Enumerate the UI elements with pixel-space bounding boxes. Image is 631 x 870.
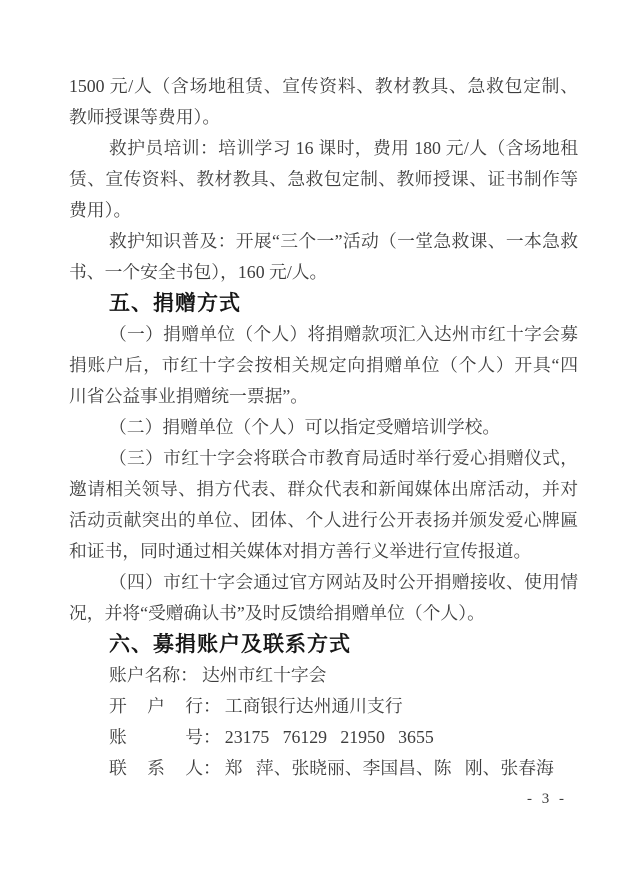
field-bank [69,691,578,722]
text-line: 捐账户后，市红十字会按相关规定向捐赠单位（个人）开具“四 [69,355,578,375]
document-text [69,71,578,784]
text-line: （二）捐赠单位（个人）可以指定受赠培训学校。 [109,417,501,437]
text-line: （四）市红十字会通过官方网站及时公开捐赠接收、使用情 [109,572,578,592]
field-label: 开户行 [109,696,203,716]
text-line: 赁、宣传资料、教材教具、急救包定制、教师授课、证书制作等 [69,169,578,189]
field-colon: ： [180,665,198,685]
text-line: 教师授课等费用）。 [69,107,221,127]
text-line: 况，并将“受赠确认书”及时反馈给捐赠单位（个人）。 [69,603,485,623]
field-label: 账号 [109,727,203,747]
field-value: 达州市红十字会 [201,665,327,685]
section-heading-donation-methods: 五、捐赠方式 [109,292,241,315]
page-number: - 3 - [527,791,567,807]
text-line: （一）捐赠单位（个人）将捐赠款项汇入达州市红十字会募 [109,324,578,344]
field-label: 账户名称 [109,665,181,685]
text-line: 救护员培训：培训学习 16 课时，费用 180 元/人（含场地租 [109,138,578,158]
text-line: 救护知识普及：开展“三个一”活动（一堂急救课、一本急救 [109,231,578,251]
field-account-number [69,722,578,753]
field-label: 联系人 [109,758,203,778]
text-line: 川省公益事业捐赠统一票据”。 [69,386,309,406]
field-colon: ： [203,758,221,778]
text-line: （三）市红十字会将联合市教育局适时举行爱心捐赠仪式， [109,448,578,468]
field-value: 工商银行达州通川支行 [224,696,403,716]
field-account-name [69,660,578,691]
text-line: 活动贡献突出的单位、团体、个人进行公开表扬并颁发爱心牌匾 [69,510,578,530]
field-colon: ： [203,727,221,747]
text-line: 和证书，同时通过相关媒体对捐方善行义举进行宣传报道。 [69,541,532,561]
field-contacts [69,753,578,784]
field-colon: ： [203,696,221,716]
text-line: 1500 元/人（含场地租赁、宣传资料、教材教具、急救包定制、 [69,76,578,96]
text-line: 邀请相关领导、捐方代表、群众代表和新闻媒体出席活动，并对 [69,479,578,499]
field-value: 23175 76129 21950 3655 [224,727,434,747]
text-line: 书、一个安全书包），160 元/人。 [69,262,328,282]
text-line: 费用）。 [69,200,132,220]
field-value: 郑 萍、张晓丽、李国昌、陈 刚、张春海 [224,758,554,778]
section-heading-account-contact: 六、募捐账户及联系方式 [109,633,351,656]
